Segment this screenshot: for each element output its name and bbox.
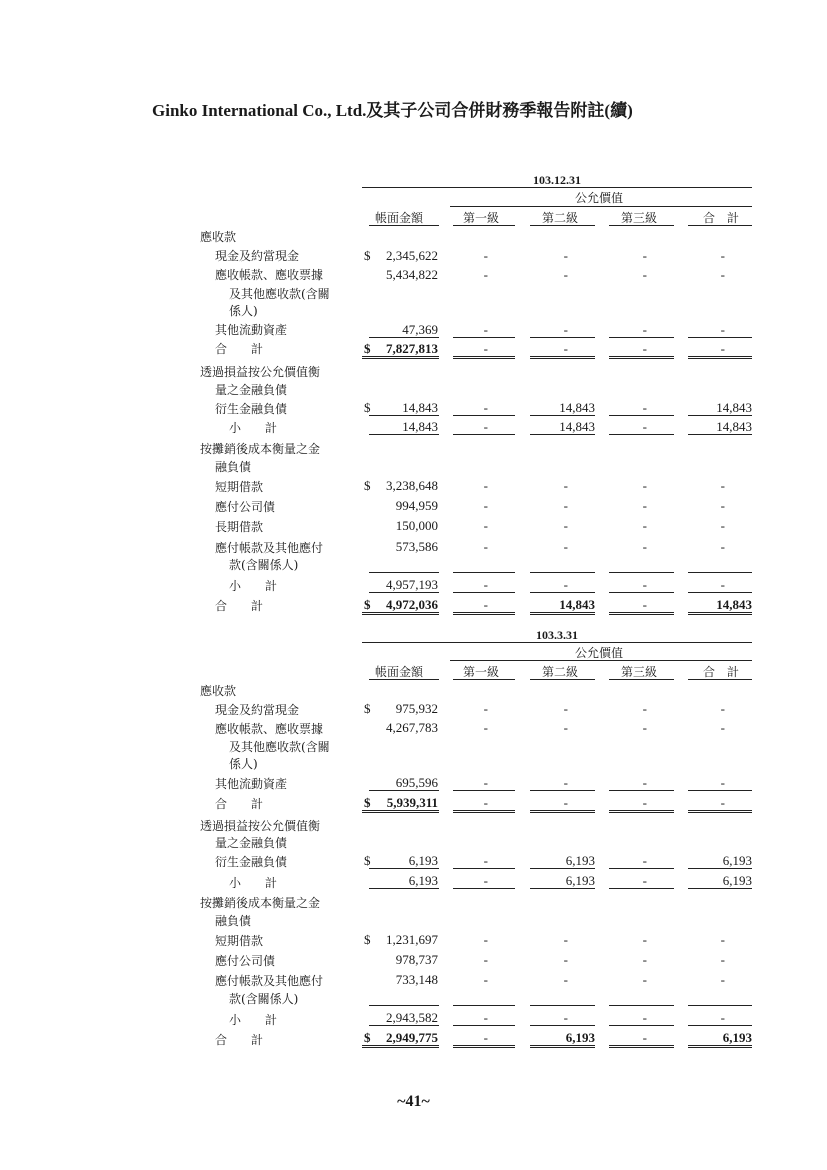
subtotal-rule (369, 1025, 439, 1026)
header-underline (688, 225, 752, 226)
total-double-rule (530, 1045, 595, 1048)
subtotal-rule (369, 434, 439, 435)
value-level2: - (563, 720, 568, 735)
page-title: Ginko International Co., Ltd.及其子公司合併財務季報告附註(續) (152, 101, 633, 120)
value-level2: 14,843 (559, 400, 595, 415)
header-underline (369, 225, 439, 226)
subtotal-rule (369, 415, 439, 416)
row-label: 小 計 (229, 1013, 278, 1027)
subtotal-rule (530, 888, 595, 889)
subtotal-rule (369, 572, 439, 573)
value-total: - (720, 498, 725, 513)
value-level3: - (642, 1030, 647, 1045)
value-level1: - (483, 400, 488, 415)
value-carrying: 978,737 (395, 952, 438, 967)
subtotal-rule (688, 790, 752, 791)
value-total: - (720, 952, 725, 967)
header-level2: 第二級 (542, 211, 579, 225)
total-double-rule (453, 810, 515, 813)
subtotal-rule (453, 790, 515, 791)
value-level3: - (642, 478, 647, 493)
value-total: - (720, 972, 725, 987)
value-carrying: 4,267,783 (386, 720, 438, 735)
value-carrying: 733,148 (395, 972, 438, 987)
row-label: 應付公司債 (215, 954, 276, 968)
subtotal-rule (369, 790, 439, 791)
group-label: 透過損益按公允價值衡 (200, 365, 321, 379)
row-label: 應付帳款及其他應付 (215, 974, 324, 988)
subtotal-rule (453, 1025, 515, 1026)
subtotal-rule (369, 1005, 439, 1006)
value-level3: - (642, 1010, 647, 1025)
row-label: 現金及約當現金 (215, 703, 300, 717)
value-total: - (720, 775, 725, 790)
row-label: 及其他應收款(含關 (229, 740, 330, 754)
total-double-rule (609, 1045, 674, 1048)
value-level2: 6,193 (565, 1030, 595, 1045)
value-level3: - (642, 932, 647, 947)
header-level1: 第一級 (463, 665, 500, 679)
value-level1: - (483, 853, 488, 868)
subtotal-rule (688, 415, 752, 416)
subtotal-rule (688, 434, 752, 435)
subtotal-rule (688, 1025, 752, 1026)
value-level2: 6,193 (565, 853, 595, 868)
subtotal-rule (453, 592, 515, 593)
value-level3: - (642, 952, 647, 967)
value-level2: 14,843 (559, 419, 595, 434)
total-double-rule (530, 612, 595, 615)
row-label: 衍生金融負債 (215, 402, 288, 416)
total-double-rule (453, 1045, 515, 1048)
value-total: - (720, 478, 725, 493)
value-total: - (720, 322, 725, 337)
value-carrying: 2,943,582 (386, 1010, 438, 1025)
header-level2: 第二級 (542, 665, 579, 679)
header-underline (453, 225, 515, 226)
value-carrying: 4,972,036 (386, 597, 438, 612)
currency-sign: $ (364, 597, 371, 612)
subtotal-rule (609, 415, 674, 416)
subtotal-rule (453, 415, 515, 416)
value-level1: - (483, 419, 488, 434)
value-carrying: 7,827,813 (386, 341, 438, 356)
value-total: 14,843 (716, 400, 752, 415)
value-carrying: 14,843 (402, 419, 438, 434)
value-level1: - (483, 720, 488, 735)
total-double-rule (530, 356, 595, 359)
rule (450, 206, 752, 207)
total-double-rule (688, 810, 752, 813)
value-level1: - (483, 322, 488, 337)
value-level1: - (483, 1030, 488, 1045)
value-level1: - (483, 577, 488, 592)
value-carrying: 4,957,193 (386, 577, 438, 592)
group-label: 量之金融負債 (215, 383, 288, 397)
value-level3: - (642, 400, 647, 415)
value-level3: - (642, 873, 647, 888)
subtotal-rule (530, 572, 595, 573)
value-carrying: 695,596 (395, 775, 438, 790)
value-carrying: 14,843 (402, 400, 438, 415)
subtotal-rule (609, 572, 674, 573)
value-level2: - (563, 341, 568, 356)
row-label: 小 計 (229, 579, 278, 593)
value-total: 14,843 (716, 597, 752, 612)
value-level1: - (483, 873, 488, 888)
value-carrying: 5,434,822 (386, 267, 438, 282)
value-total: 14,843 (716, 419, 752, 434)
row-label: 應付帳款及其他應付 (215, 541, 324, 555)
group-label: 量之金融負債 (215, 836, 288, 850)
value-carrying: 975,932 (395, 701, 438, 716)
subtotal-rule (609, 790, 674, 791)
rule (450, 660, 752, 661)
row-label: 及其他應收款(含關 (229, 287, 330, 301)
value-level1: - (483, 478, 488, 493)
group-label: 應收款 (200, 684, 237, 698)
subtotal-rule (530, 1025, 595, 1026)
value-carrying: 6,193 (408, 873, 438, 888)
value-carrying: 2,345,622 (386, 248, 438, 263)
value-level2: - (563, 577, 568, 592)
subtotal-rule (453, 572, 515, 573)
value-level3: - (642, 498, 647, 513)
value-level2: - (563, 322, 568, 337)
value-level2: - (563, 248, 568, 263)
total-double-rule (609, 612, 674, 615)
value-level1: - (483, 597, 488, 612)
value-level2: - (563, 972, 568, 987)
value-level1: - (483, 932, 488, 947)
value-level1: - (483, 972, 488, 987)
total-double-rule (609, 356, 674, 359)
currency-sign: $ (364, 853, 371, 868)
row-label: 現金及約當現金 (215, 249, 300, 263)
row-label: 應付公司債 (215, 500, 276, 514)
value-carrying: 573,586 (395, 539, 438, 554)
subtotal-rule (369, 337, 439, 338)
value-total: 6,193 (722, 853, 752, 868)
value-carrying: 994,959 (395, 498, 438, 513)
value-level3: - (642, 539, 647, 554)
value-level1: - (483, 498, 488, 513)
value-level2: 6,193 (565, 873, 595, 888)
subtotal-rule (609, 888, 674, 889)
value-level1: - (483, 267, 488, 282)
total-double-rule (362, 1045, 439, 1048)
value-level3: - (642, 577, 647, 592)
total-double-rule (609, 810, 674, 813)
subtotal-rule (530, 1005, 595, 1006)
header-underline (530, 225, 595, 226)
column-date: 103.3.31 (536, 628, 578, 642)
subtotal-rule (688, 592, 752, 593)
value-level3: - (642, 248, 647, 263)
value-total: 6,193 (722, 1030, 752, 1045)
value-level2: - (563, 1010, 568, 1025)
value-level1: - (483, 539, 488, 554)
value-level3: - (642, 267, 647, 282)
header-level3: 第三級 (621, 211, 658, 225)
group-label: 按攤銷後成本衡量之金 (200, 442, 321, 456)
subtotal-rule (453, 868, 515, 869)
row-label: 係人) (229, 757, 258, 771)
group-label: 應收款 (200, 230, 237, 244)
value-carrying: 2,949,775 (386, 1030, 438, 1045)
value-level3: - (642, 701, 647, 716)
header-total: 合 計 (703, 211, 740, 225)
value-level3: - (642, 720, 647, 735)
header-carrying: 帳面金額 (375, 665, 424, 679)
value-level2: - (563, 795, 568, 810)
row-label: 係人) (229, 304, 258, 318)
header-underline (369, 679, 439, 680)
group-label: 按攤銷後成本衡量之金 (200, 896, 321, 910)
header-underline (453, 679, 515, 680)
subtotal-rule (609, 592, 674, 593)
value-total: - (720, 701, 725, 716)
currency-sign: $ (364, 341, 371, 356)
subtotal-rule (369, 868, 439, 869)
row-label: 應收帳款、應收票據 (215, 722, 324, 736)
group-label: 融負債 (215, 914, 252, 928)
header-underline (530, 679, 595, 680)
value-carrying: 150,000 (395, 518, 438, 533)
value-level2: - (563, 539, 568, 554)
total-double-rule (688, 612, 752, 615)
subtotal-rule (688, 868, 752, 869)
subtotal-rule (453, 434, 515, 435)
page-number: ~41~ (397, 1093, 430, 1110)
value-level2: - (563, 932, 568, 947)
subtotal-rule (609, 337, 674, 338)
row-label: 合 計 (215, 797, 264, 811)
group-label: 融負債 (215, 460, 252, 474)
value-total: 6,193 (722, 873, 752, 888)
value-level2: - (563, 518, 568, 533)
header-carrying: 帳面金額 (375, 211, 424, 225)
value-level1: - (483, 952, 488, 967)
row-label: 其他流動資產 (215, 777, 288, 791)
row-label: 短期借款 (215, 934, 264, 948)
column-date: 103.12.31 (533, 173, 581, 187)
subtotal-rule (453, 1005, 515, 1006)
value-carrying: 47,369 (402, 322, 438, 337)
value-total: - (720, 341, 725, 356)
value-total: - (720, 267, 725, 282)
value-level1: - (483, 1010, 488, 1025)
value-level3: - (642, 419, 647, 434)
total-double-rule (362, 612, 439, 615)
subtotal-rule (688, 888, 752, 889)
header-underline (609, 225, 674, 226)
row-label: 其他流動資產 (215, 323, 288, 337)
subtotal-rule (369, 888, 439, 889)
row-label: 小 計 (229, 421, 278, 435)
value-level3: - (642, 972, 647, 987)
header-total: 合 計 (703, 665, 740, 679)
subtotal-rule (530, 592, 595, 593)
value-total: - (720, 539, 725, 554)
fair-value-heading: 公允價值 (575, 191, 624, 205)
row-label: 合 計 (215, 599, 264, 613)
value-total: - (720, 932, 725, 947)
value-carrying: 1,231,697 (386, 932, 438, 947)
value-level2: - (563, 478, 568, 493)
value-level1: - (483, 248, 488, 263)
value-level3: - (642, 795, 647, 810)
group-label: 透過損益按公允價值衡 (200, 819, 321, 833)
value-level1: - (483, 701, 488, 716)
value-level2: - (563, 775, 568, 790)
value-level3: - (642, 341, 647, 356)
row-label: 款(含關係人) (229, 558, 299, 572)
header-level3: 第三級 (621, 665, 658, 679)
value-carrying: 3,238,648 (386, 478, 438, 493)
currency-sign: $ (364, 701, 371, 716)
value-level2: - (563, 952, 568, 967)
rule (362, 187, 752, 188)
value-level1: - (483, 518, 488, 533)
fair-value-heading: 公允價值 (575, 646, 624, 660)
row-label: 合 計 (215, 342, 264, 356)
value-level2: 14,843 (559, 597, 595, 612)
subtotal-rule (530, 434, 595, 435)
subtotal-rule (688, 1005, 752, 1006)
currency-sign: $ (364, 400, 371, 415)
total-double-rule (362, 810, 439, 813)
subtotal-rule (609, 1005, 674, 1006)
value-level2: - (563, 701, 568, 716)
row-label: 長期借款 (215, 520, 264, 534)
row-label: 小 計 (229, 876, 278, 890)
total-double-rule (530, 810, 595, 813)
header-underline (688, 679, 752, 680)
row-label: 應收帳款、應收票據 (215, 268, 324, 282)
subtotal-rule (688, 572, 752, 573)
total-double-rule (453, 612, 515, 615)
total-double-rule (688, 1045, 752, 1048)
value-level3: - (642, 853, 647, 868)
value-total: - (720, 518, 725, 533)
subtotal-rule (609, 868, 674, 869)
header-underline (609, 679, 674, 680)
currency-sign: $ (364, 1030, 371, 1045)
rule (362, 642, 752, 643)
header-level1: 第一級 (463, 211, 500, 225)
value-level1: - (483, 775, 488, 790)
value-total: - (720, 577, 725, 592)
subtotal-rule (530, 868, 595, 869)
subtotal-rule (530, 790, 595, 791)
value-level3: - (642, 775, 647, 790)
subtotal-rule (369, 592, 439, 593)
row-label: 短期借款 (215, 480, 264, 494)
total-double-rule (362, 356, 439, 359)
value-level3: - (642, 322, 647, 337)
total-double-rule (453, 356, 515, 359)
currency-sign: $ (364, 248, 371, 263)
value-level3: - (642, 518, 647, 533)
value-level1: - (483, 341, 488, 356)
value-total: - (720, 720, 725, 735)
subtotal-rule (609, 1025, 674, 1026)
total-double-rule (688, 356, 752, 359)
subtotal-rule (453, 888, 515, 889)
value-carrying: 6,193 (408, 853, 438, 868)
subtotal-rule (688, 337, 752, 338)
row-label: 衍生金融負債 (215, 855, 288, 869)
currency-sign: $ (364, 932, 371, 947)
subtotal-rule (453, 337, 515, 338)
subtotal-rule (609, 434, 674, 435)
value-level1: - (483, 795, 488, 810)
value-level2: - (563, 498, 568, 513)
value-total: - (720, 248, 725, 263)
value-total: - (720, 1010, 725, 1025)
currency-sign: $ (364, 795, 371, 810)
subtotal-rule (530, 337, 595, 338)
value-level3: - (642, 597, 647, 612)
value-carrying: 5,939,311 (386, 795, 438, 810)
row-label: 款(含關係人) (229, 992, 299, 1006)
row-label: 合 計 (215, 1033, 264, 1047)
currency-sign: $ (364, 478, 371, 493)
value-level2: - (563, 267, 568, 282)
value-total: - (720, 795, 725, 810)
subtotal-rule (530, 415, 595, 416)
